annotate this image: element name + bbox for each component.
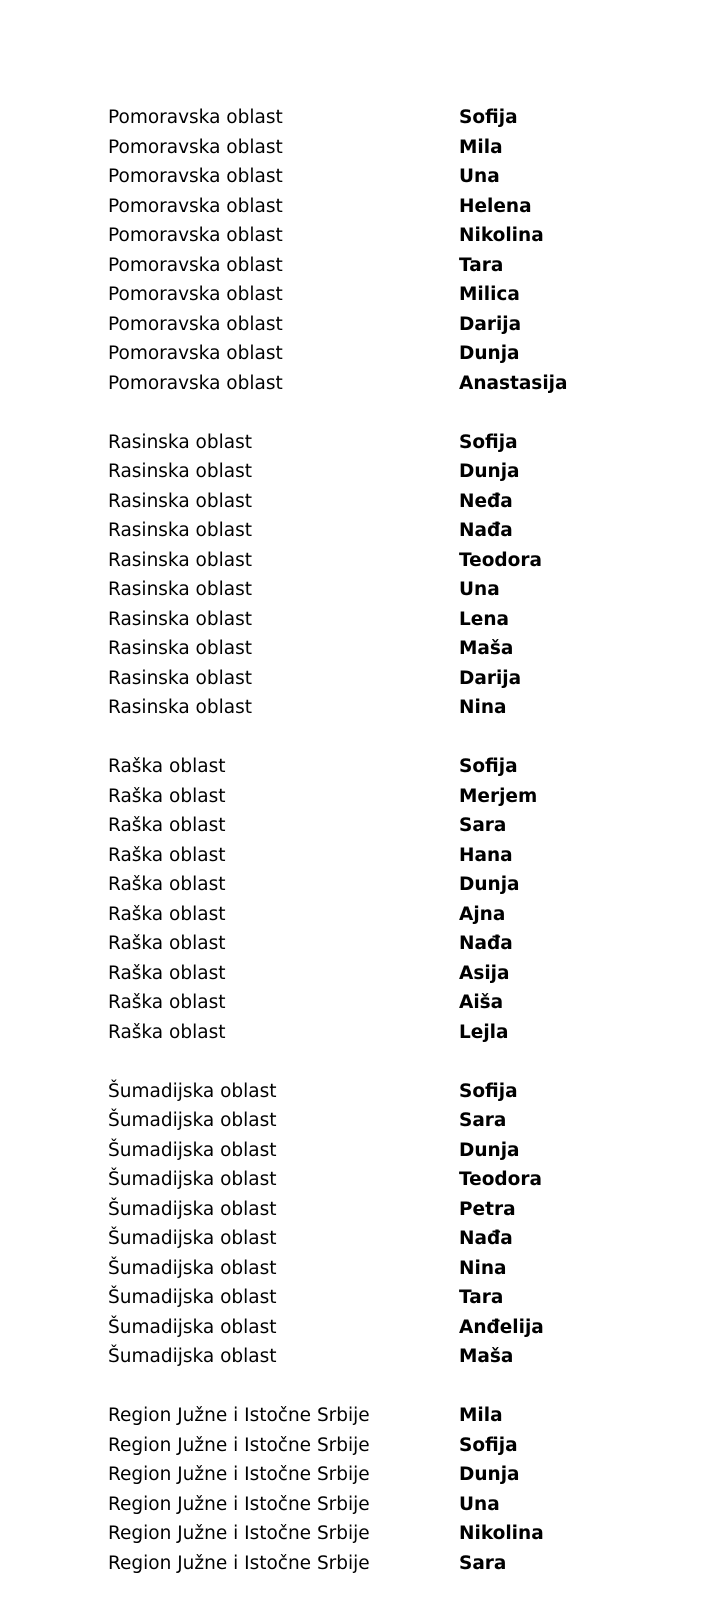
list-item — [108, 280, 668, 310]
region-name: Rasinska oblast — [108, 490, 252, 512]
list-item — [108, 575, 668, 605]
list-item — [108, 870, 668, 900]
first-name: Teodora — [459, 1169, 542, 1190]
region-name: Šumadijska oblast — [108, 1257, 277, 1279]
first-name: Dunja — [459, 461, 520, 482]
region-name: Raška oblast — [108, 1021, 226, 1043]
list-item — [108, 487, 668, 517]
list-item — [108, 752, 668, 782]
list-item — [108, 693, 668, 723]
first-name: Sofija — [459, 756, 518, 777]
region-name: Region Južne i Istočne Srbije — [108, 1523, 370, 1544]
list-item — [108, 516, 668, 546]
region-name: Pomoravska oblast — [108, 195, 283, 217]
first-name: Darija — [459, 667, 522, 689]
region-name: Raška oblast — [108, 874, 226, 895]
first-name: Maša — [459, 1346, 514, 1367]
first-name: Tara — [459, 254, 504, 276]
first-name: Anđelija — [459, 1316, 544, 1338]
list-item — [108, 1431, 668, 1461]
list-item — [108, 162, 668, 192]
region-name: Šumadijska oblast — [108, 1287, 277, 1308]
region-name: Šumadijska oblast — [108, 1346, 277, 1367]
region-name: Rasinska oblast — [108, 667, 252, 689]
first-name: Sara — [459, 1552, 507, 1574]
region-name: Šumadijska oblast — [108, 1169, 277, 1190]
list-item — [108, 339, 668, 369]
list-item — [108, 546, 668, 576]
region-name: Šumadijska oblast — [108, 1198, 277, 1220]
first-name: Aiša — [459, 992, 504, 1013]
list-item — [108, 1490, 668, 1520]
list-item — [108, 369, 668, 399]
region-name: Rasinska oblast — [108, 549, 252, 571]
region-name: Raška oblast — [108, 903, 226, 925]
list-item — [108, 457, 668, 487]
region-group — [108, 752, 668, 1047]
first-name: Lena — [459, 608, 509, 630]
list-item — [108, 1195, 668, 1225]
region-name: Region Južne i Istočne Srbije — [108, 1464, 370, 1485]
first-name: Dunja — [459, 1139, 520, 1161]
region-name: Region Južne i Istočne Srbije — [108, 1405, 370, 1426]
region-name: Pomoravska oblast — [108, 372, 283, 394]
list-item — [108, 782, 668, 812]
region-name: Raška oblast — [108, 844, 226, 866]
region-name: Šumadijska oblast — [108, 1316, 277, 1338]
list-item — [108, 605, 668, 635]
first-name: Mila — [459, 1405, 503, 1426]
region-name: Region Južne i Istočne Srbije — [108, 1434, 370, 1456]
list-item — [108, 1401, 668, 1431]
region-name: Pomoravska oblast — [108, 136, 283, 158]
list-item — [108, 1283, 668, 1313]
list-item — [108, 1342, 668, 1372]
region-name: Region Južne i Istočne Srbije — [108, 1493, 370, 1515]
first-name: Nikolina — [459, 225, 544, 246]
region-name: Šumadijska oblast — [108, 1228, 277, 1249]
first-name: Petra — [459, 1198, 516, 1220]
list-item — [108, 1254, 668, 1284]
region-name: Raška oblast — [108, 815, 226, 836]
first-name: Helena — [459, 195, 532, 217]
list-item — [108, 811, 668, 841]
first-name: Sofija — [459, 107, 518, 128]
first-name: Darija — [459, 313, 522, 335]
first-name: Nađa — [459, 1228, 513, 1249]
region-name: Rasinska oblast — [108, 697, 252, 718]
list-item — [108, 929, 668, 959]
document-body — [108, 103, 668, 1608]
list-item — [108, 1165, 668, 1195]
list-item — [108, 103, 668, 133]
first-name: Dunja — [459, 874, 520, 895]
region-name: Rasinska oblast — [108, 579, 252, 600]
first-name: Una — [459, 1493, 500, 1515]
first-name: Sofija — [459, 1434, 518, 1456]
list-item — [108, 192, 668, 222]
list-item — [108, 1224, 668, 1254]
list-item — [108, 1549, 668, 1579]
list-item — [108, 1519, 668, 1549]
region-name: Rasinska oblast — [108, 461, 252, 482]
region-name: Rasinska oblast — [108, 638, 252, 659]
region-group — [108, 428, 668, 723]
first-name: Sofija — [459, 431, 518, 453]
region-name: Raška oblast — [108, 962, 226, 984]
first-name: Sara — [459, 815, 507, 836]
first-name: Mila — [459, 136, 503, 158]
region-name: Pomoravska oblast — [108, 225, 283, 246]
list-item — [108, 251, 668, 281]
list-item — [108, 221, 668, 251]
list-item — [108, 1136, 668, 1166]
first-name: Nikolina — [459, 1523, 544, 1544]
first-name: Dunja — [459, 1464, 520, 1485]
first-name: Teodora — [459, 549, 542, 571]
first-name: Nina — [459, 697, 507, 718]
first-name: Maša — [459, 638, 514, 659]
region-name: Raška oblast — [108, 756, 226, 777]
list-item — [108, 1077, 668, 1107]
region-name: Pomoravska oblast — [108, 343, 283, 364]
first-name: Tara — [459, 1287, 504, 1308]
region-name: Region Južne i Istočne Srbije — [108, 1552, 370, 1574]
list-item — [108, 1313, 668, 1343]
first-name: Dunja — [459, 343, 520, 364]
list-item — [108, 959, 668, 989]
first-name: Nina — [459, 1257, 507, 1279]
first-name: Ajna — [459, 903, 506, 925]
first-name: Sofija — [459, 1080, 518, 1102]
list-item — [108, 428, 668, 458]
first-name: Lejla — [459, 1021, 509, 1043]
list-item — [108, 841, 668, 871]
region-group — [108, 103, 668, 398]
first-name: Nađa — [459, 520, 513, 541]
first-name: Asija — [459, 962, 510, 984]
region-name: Šumadijska oblast — [108, 1080, 277, 1102]
first-name: Hana — [459, 844, 513, 866]
region-name: Raška oblast — [108, 785, 226, 807]
region-group — [108, 1401, 668, 1578]
first-name: Nađa — [459, 933, 513, 954]
region-name: Pomoravska oblast — [108, 313, 283, 335]
list-item — [108, 1106, 668, 1136]
list-item — [108, 988, 668, 1018]
region-name: Pomoravska oblast — [108, 107, 283, 128]
region-name: Pomoravska oblast — [108, 254, 283, 276]
list-item — [108, 133, 668, 163]
list-item — [108, 1018, 668, 1048]
list-item — [108, 664, 668, 694]
first-name: Sara — [459, 1110, 507, 1131]
region-name: Rasinska oblast — [108, 608, 252, 630]
region-name: Pomoravska oblast — [108, 284, 283, 305]
first-name: Anastasija — [459, 372, 568, 394]
region-name: Raška oblast — [108, 933, 226, 954]
region-group — [108, 1077, 668, 1372]
region-name: Pomoravska oblast — [108, 166, 283, 187]
region-name: Šumadijska oblast — [108, 1139, 277, 1161]
region-name: Šumadijska oblast — [108, 1110, 277, 1131]
first-name: Neđa — [459, 490, 513, 512]
list-item — [108, 634, 668, 664]
region-name: Rasinska oblast — [108, 520, 252, 541]
first-name: Merjem — [459, 785, 538, 807]
region-name: Raška oblast — [108, 992, 226, 1013]
first-name: Milica — [459, 284, 520, 305]
list-item — [108, 900, 668, 930]
region-name: Rasinska oblast — [108, 431, 252, 453]
list-item — [108, 1460, 668, 1490]
first-name: Una — [459, 579, 500, 600]
first-name: Una — [459, 166, 500, 187]
list-item — [108, 310, 668, 340]
